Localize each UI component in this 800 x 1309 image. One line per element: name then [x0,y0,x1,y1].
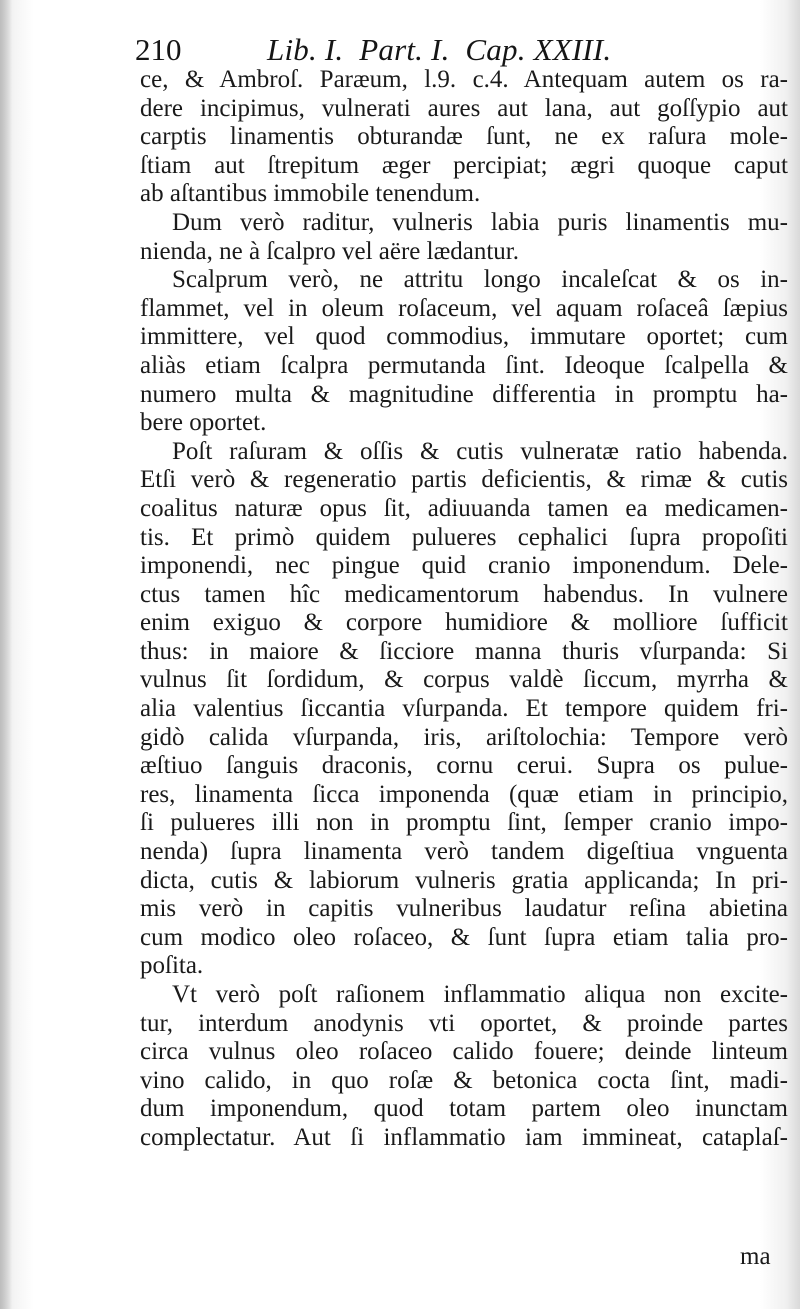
text-line: ſi pulueres illi non in promptu ſint, ſemper cranio impo- [140,809,788,837]
text-line: vulnus ſit ſordidum, & corpus valdè ſiccum, myrrha & [140,666,788,694]
text-line: dicta, cutis & labiorum vulneris gratia applicanda; In pri- [140,866,788,894]
text-line: imponendi, nec pingue quid cranio imponendum. Dele- [140,552,788,580]
text-line: coalitus naturæ opus ſit, adiuuanda tamen ea medicamen- [140,494,788,522]
text-line: alia valentius ſiccantia vſurpanda. Et tempore quidem fri- [140,695,788,723]
text-line: poſita. [140,952,204,980]
text-line: ce, & Ambroſ. Paræum, l.9. c.4. Antequam autem os ra- [140,66,788,93]
text-line: Poſt raſuram & oſſis & cutis vulneratæ ratio habenda. [172,437,788,465]
text-line: æſtiuo ſanguis draconis, cornu cerui. Supra os pulue- [140,752,788,780]
page-header [135,30,695,70]
running-head: Lib. I. Part. I. Cap. XXIII. [267,32,612,67]
text-line: immittere, vel quod commodius, immutare oportet; cum [140,323,788,351]
text-line: Dum verò raditur, vulneris labia puris linamentis mu- [172,208,788,236]
text-line: enim exiguo & corpore humidiore & molliore ſufficit [140,609,788,637]
text-line: flammet, vel in oleum roſaceum, vel aquam roſaceâ ſæpius [140,294,788,322]
text-line: tis. Et primò quidem pulueres cephalici ſupra propoſiti [140,523,788,551]
page-number: 210 [135,32,182,67]
text-line: numero multa & magnitudine differentia in promptu ha- [140,380,788,408]
text-line: ab aſtantibus immobile tenendum. [140,180,481,208]
text-line: nenda) ſupra linamenta verò tandem digeſtiua vnguenta [140,838,788,866]
text-line: ſtiam aut ſtrepitum æger percipiat; ægri quoque caput [140,151,788,179]
text-line: thus: in maiore & ſicciore manna thuris vſurpanda: Si [140,637,788,665]
text-line: cum modico oleo roſaceo, & ſunt ſupra etiam talia pro- [140,923,788,951]
text-line: Etſi verò & regeneratio partis deficientis, & rimæ & cutis [140,466,788,494]
text-line: aliàs etiam ſcalpra permutanda ſint. Ideoque ſcalpella & [140,351,788,379]
text-line: dere incipimus, vulnerati aures aut lana, aut goſſypio aut [140,94,788,122]
text-line: circa vulnus oleo roſaceo calido fouere; deinde linteum [140,1038,788,1066]
text-line: gidò calida vſurpanda, iris, ariſtolochia: Tempore verò [140,723,788,751]
text-line: nienda, ne à ſcalpro vel aëre lædantur. [140,237,520,265]
text-line: res, linamenta ſicca imponenda (quæ etiam in principio, [140,780,788,808]
gutter-shadow [0,0,12,1309]
text-line: bere oportet. [140,409,267,437]
catchword: ma [740,1243,771,1270]
body-text [140,66,788,1153]
text-line: tur, interdum anodynis vti oportet, & proinde partes [140,1009,788,1037]
text-line: dum imponendum, quod totam partem oleo inunctam [140,1095,788,1123]
text-line: complectatur. Aut ſi inflammatio iam immineat, cataplaſ- [140,1123,788,1151]
text-line: Vt verò poſt raſionem inflammatio aliqua non excite- [172,981,788,1008]
text-line: vino calido, in quo roſæ & betonica cocta ſint, madi- [140,1066,788,1094]
text-line: carptis linamentis obturandæ ſunt, ne ex raſura mole- [140,123,788,151]
text-line: Scalprum verò, ne attritu longo incaleſcat & os in- [172,266,788,294]
text-line: ctus tamen hîc medicamentorum habendus. In vulnere [140,580,788,608]
text-line: mis verò in capitis vulneribus laudatur reſina abietina [140,895,788,923]
